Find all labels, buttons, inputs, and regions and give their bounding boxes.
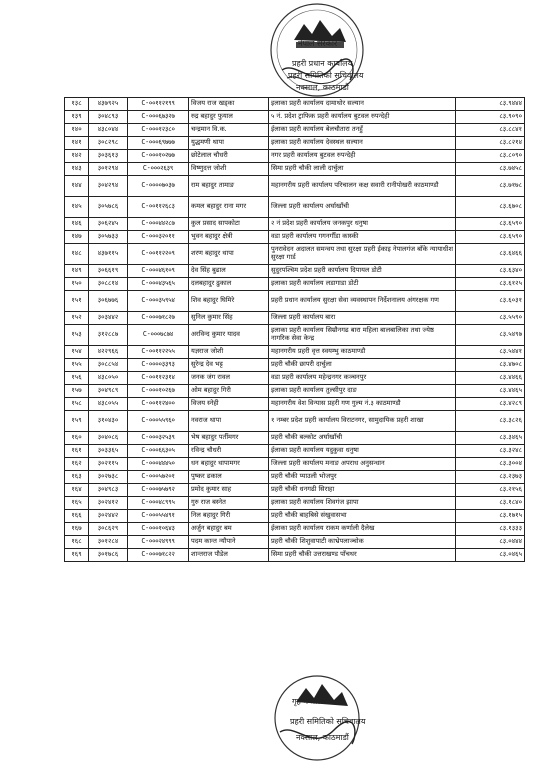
table-row bbox=[65, 510, 525, 523]
candidate-name-cell: भेष बहादुर पर्तीमगर bbox=[189, 432, 269, 445]
score-cell: ८३.१८४० bbox=[456, 497, 525, 510]
office-seal-bottom bbox=[262, 672, 372, 772]
score-cell: ८३.३००४ bbox=[456, 458, 525, 471]
serial-number-cell: १५४ bbox=[65, 346, 89, 359]
serial-number-cell: १४१ bbox=[65, 137, 89, 150]
seal-text-5b: नक्साल, काठमाडौं bbox=[296, 733, 349, 742]
serial-number-cell: १६२ bbox=[65, 458, 89, 471]
table-row bbox=[65, 385, 525, 398]
table-row bbox=[65, 536, 525, 549]
serial-number-cell: १५८ bbox=[65, 398, 89, 411]
score-cell: ८३.६०३१ bbox=[456, 291, 525, 312]
candidate-code-cell: C-००००७०३७ bbox=[128, 176, 189, 197]
table-row bbox=[65, 325, 525, 346]
roll-number-cell: ३०४८९३ bbox=[89, 111, 128, 124]
office-cell: इलाका प्रहरी कार्यालय लडागाडा डोटी bbox=[269, 278, 456, 291]
candidate-name-cell: कमल बहादुर राना मगर bbox=[189, 197, 269, 218]
table-row bbox=[65, 197, 525, 218]
score-cell: ८३.३२४८ bbox=[456, 445, 525, 458]
score-cell: ८३.८२१४ bbox=[456, 137, 525, 150]
serial-number-cell: १४५ bbox=[65, 197, 89, 218]
candidate-code-cell: C-०००६६३०५ bbox=[128, 445, 189, 458]
table-row bbox=[65, 484, 525, 497]
serial-number-cell: १३८ bbox=[65, 98, 89, 111]
table-row bbox=[65, 549, 525, 562]
table-row bbox=[65, 445, 525, 458]
serial-number-cell: १४७ bbox=[65, 231, 89, 244]
score-cell: ८३.०४६५ bbox=[456, 549, 525, 562]
candidate-code-cell: C-०००४३५६५ bbox=[128, 278, 189, 291]
roll-number-cell: ३०५७८६ bbox=[89, 197, 128, 218]
serial-number-cell: १६३ bbox=[65, 471, 89, 484]
candidate-name-cell: पदम कान्त न्यौपाने bbox=[189, 536, 269, 549]
serial-number-cell: १५९ bbox=[65, 411, 89, 432]
office-cell: महानगरीय प्रहरी कार्यालय परिचालन कक्ष सवारी रानीपोखरी काठमाण्डौ bbox=[269, 176, 456, 197]
score-cell: ८३.७१७८ bbox=[456, 176, 525, 197]
candidate-code-cell: C-०००५७२०१ bbox=[128, 471, 189, 484]
candidate-name-cell: युद्धमणी थापा bbox=[189, 137, 269, 150]
office-cell: ईलाका प्रहरी कार्यालय राकम कर्णाली दैलेख bbox=[269, 523, 456, 536]
roll-number-cell: ३०३६१३ bbox=[89, 150, 128, 163]
roll-number-cell: ४३७९२५ bbox=[89, 98, 128, 111]
score-cell: ८३.७४५८ bbox=[456, 163, 525, 176]
roll-number-cell: ३१०४३० bbox=[89, 411, 128, 432]
score-cell: ८३.३८२६ bbox=[456, 411, 525, 432]
candidate-code-cell: C-०००१०२७७ bbox=[128, 150, 189, 163]
roll-number-cell: ४३७११५ bbox=[89, 244, 128, 265]
serial-number-cell: १५७ bbox=[65, 385, 89, 398]
table-row bbox=[65, 312, 525, 325]
table-row bbox=[65, 98, 525, 111]
score-cell: ८३.६५९० bbox=[456, 218, 525, 231]
candidate-code-cell: C-०००७५७९२ bbox=[128, 484, 189, 497]
score-cell: ८३.२१५६ bbox=[456, 484, 525, 497]
score-cell: ८३.९०९० bbox=[456, 111, 525, 124]
roll-number-cell: ३०८८५४ bbox=[89, 359, 128, 372]
serial-number-cell: १६४ bbox=[65, 484, 89, 497]
candidate-code-cell: C-००००३३९३ bbox=[128, 359, 189, 372]
office-cell: जिल्ला प्रहरी कार्यालय अर्घाखाँची bbox=[269, 197, 456, 218]
candidate-name-cell: जनक जंग रावल bbox=[189, 372, 269, 385]
serial-number-cell: १६० bbox=[65, 432, 89, 445]
seal-text-1: नेपाल सरकार bbox=[298, 39, 338, 48]
roll-number-cell: ३०८८१४ bbox=[89, 278, 128, 291]
candidate-code-cell: C-०००७८७४ bbox=[128, 325, 189, 346]
office-cell: ईलाका प्रहरी कार्यालय बेलचौतारा तनहुँ bbox=[269, 124, 456, 137]
roll-number-cell: ३०१२९४ bbox=[89, 163, 128, 176]
candidate-name-cell: प्रमोद कुमार साह bbox=[189, 484, 269, 497]
candidate-code-cell: C-०००१२३८० bbox=[128, 124, 189, 137]
score-cell: ८३.६७०८ bbox=[456, 197, 525, 218]
serial-number-cell: १५५ bbox=[65, 359, 89, 372]
candidate-name-cell: चन्द्रमान वि.क. bbox=[189, 124, 269, 137]
table-row bbox=[65, 265, 525, 278]
roll-number-cell: ३०६६१९ bbox=[89, 265, 128, 278]
office-cell: ५ नं. प्रदेश ट्राफिक प्रहरी कार्यालय बुटवल रुपन्देही bbox=[269, 111, 456, 124]
results-table bbox=[64, 97, 525, 562]
seal-text-3: प्रहरी प्रधान कार्यालय bbox=[292, 59, 353, 68]
serial-number-cell: १४४ bbox=[65, 176, 89, 197]
office-cell: प्रहरी चौकी प्याउली भोजपुर bbox=[269, 471, 456, 484]
roll-number-cell: ३०२४४२ bbox=[89, 510, 128, 523]
table-row bbox=[65, 372, 525, 385]
candidate-name-cell: रविन्द्र चौधरी bbox=[189, 445, 269, 458]
serial-number-cell: १५१ bbox=[65, 291, 89, 312]
table-row bbox=[65, 497, 525, 510]
seal-emblem-icon bbox=[262, 0, 372, 110]
score-cell: ८३.४७०८ bbox=[456, 359, 525, 372]
candidate-name-cell: गुरु राज बस्नेत bbox=[189, 497, 269, 510]
table-row bbox=[65, 231, 525, 244]
serial-number-cell: १५६ bbox=[65, 372, 89, 385]
table-row bbox=[65, 411, 525, 432]
serial-number-cell: १४८ bbox=[65, 244, 89, 265]
roll-number-cell: ३०४९८३ bbox=[89, 484, 128, 497]
candidate-code-cell: C-०००४४४५० bbox=[128, 458, 189, 471]
serial-number-cell: १४० bbox=[65, 124, 89, 137]
table-row bbox=[65, 124, 525, 137]
roll-number-cell: ३०८६२९ bbox=[89, 523, 128, 536]
score-cell: ८३.८०९० bbox=[456, 150, 525, 163]
score-cell: ८३.९४४४ bbox=[456, 98, 525, 111]
candidate-name-cell: निल बहादुर गिरी bbox=[189, 510, 269, 523]
candidate-name-cell: धन बहादुर थापामगर bbox=[189, 458, 269, 471]
serial-number-cell: १४३ bbox=[65, 163, 89, 176]
candidate-code-cell: C-०००५५९६० bbox=[128, 411, 189, 432]
serial-number-cell: १४९ bbox=[65, 265, 89, 278]
office-cell: प्रहरी चौकी छापरी दार्चुला bbox=[269, 359, 456, 372]
roll-number-cell: ३०८२९८ bbox=[89, 137, 128, 150]
candidate-name-cell: पुष्कर ढकाल bbox=[189, 471, 269, 484]
table-row bbox=[65, 523, 525, 536]
office-cell: १ नम्बर प्रदेश प्रहरी कार्यालय विराटनगर, सामुदायिक प्रहरी शाखा bbox=[269, 411, 456, 432]
table-row bbox=[65, 291, 525, 312]
candidate-name-cell: सुरेन्द्र देव भट्ट bbox=[189, 359, 269, 372]
score-cell: ८३.६५९० bbox=[456, 231, 525, 244]
roll-number-cell: ३०६२४५ bbox=[89, 218, 128, 231]
roll-number-cell: ३०४९८९ bbox=[89, 385, 128, 398]
candidate-code-cell: C-००११२६८३ bbox=[128, 197, 189, 218]
candidate-name-cell: भुवन बहादुर क्षेत्री bbox=[189, 231, 269, 244]
table-row bbox=[65, 218, 525, 231]
candidate-code-cell: C-००११२३१४ bbox=[128, 372, 189, 385]
roll-number-cell: ३०२७३८ bbox=[89, 471, 128, 484]
table-row bbox=[65, 137, 525, 150]
office-cell: ईलाका प्रहरी कार्यालय यदुकुवा धनुषा bbox=[269, 445, 456, 458]
roll-number-cell: ४२२९६६ bbox=[89, 346, 128, 359]
candidate-code-cell: C-०००६९७७७ bbox=[128, 137, 189, 150]
serial-number-cell: १६६ bbox=[65, 510, 89, 523]
serial-number-cell: १६१ bbox=[65, 445, 89, 458]
seal-text-2: गृह मन्त्रालय bbox=[292, 697, 328, 706]
roll-number-cell: ३०४२९४ bbox=[89, 176, 128, 197]
candidate-name-cell: शान्तराज पौडेल bbox=[189, 549, 269, 562]
candidate-name-cell: ओम बहादुर गिरी bbox=[189, 385, 269, 398]
candidate-code-cell: C-०००७१८२२ bbox=[128, 549, 189, 562]
table-row bbox=[65, 398, 525, 411]
candidate-name-cell: नवराज थापा bbox=[189, 411, 269, 432]
office-cell: प्रहरी चौकी बाहबिसे संखुवासभा bbox=[269, 510, 456, 523]
table-row bbox=[65, 359, 525, 372]
table-row bbox=[65, 278, 525, 291]
office-cell: इलाका प्रहरी कार्यालय सिम्रौनगढ बारा महिला बालबालिका तथा ज्येष्ठ नागरिक सेवा केन्द्र bbox=[269, 325, 456, 346]
score-cell: ८३.०४४४ bbox=[456, 536, 525, 549]
candidate-code-cell: C-०००१०२६७ bbox=[128, 385, 189, 398]
score-cell: ८३.४२८९ bbox=[456, 398, 525, 411]
candidate-code-cell: C-००११२२०९ bbox=[128, 244, 189, 265]
candidate-code-cell: C-०००१०६४३ bbox=[128, 523, 189, 536]
roll-number-cell: ३०४०८६ bbox=[89, 432, 128, 445]
serial-number-cell: १४२ bbox=[65, 150, 89, 163]
candidate-name-cell: सुनिल कुमार सिंह bbox=[189, 312, 269, 325]
table-row bbox=[65, 458, 525, 471]
serial-number-cell: १५२ bbox=[65, 312, 89, 325]
serial-number-cell: १६७ bbox=[65, 523, 89, 536]
serial-number-cell: १५३ bbox=[65, 325, 89, 346]
score-cell: ८३.५५९० bbox=[456, 312, 525, 325]
candidate-name-cell: यज्ञराज जोशी bbox=[189, 346, 269, 359]
office-cell: इलाका प्रहरी कार्यालय दामाथोर सल्यान bbox=[269, 98, 456, 111]
candidate-name-cell: राम बहादुर तामाङ bbox=[189, 176, 269, 197]
roll-number-cell: ३१२८८७ bbox=[89, 325, 128, 346]
candidate-name-cell: विजय स्नेही bbox=[189, 398, 269, 411]
serial-number-cell: १४६ bbox=[65, 218, 89, 231]
candidate-name-cell: कुल प्रसाद सापकोटा bbox=[189, 218, 269, 231]
seal-text-5: नक्साल, काठमाडौं bbox=[296, 83, 349, 92]
table-row bbox=[65, 111, 525, 124]
serial-number-cell: १५० bbox=[65, 278, 89, 291]
score-cell: ८३.४४६५ bbox=[456, 385, 525, 398]
serial-number-cell: १६९ bbox=[65, 549, 89, 562]
office-cell: जिल्ला प्रहरी कार्यालय मनाङ अपराध अनुसन्धान bbox=[269, 458, 456, 471]
candidate-name-cell: रुद्र बहादुर फुयाल bbox=[189, 111, 269, 124]
score-cell: ८३.३४६५ bbox=[456, 432, 525, 445]
office-cell: सिमा प्रहरी चौकी लाली दार्चुला bbox=[269, 163, 456, 176]
roll-number-cell: ३०३४४२ bbox=[89, 312, 128, 325]
candidate-name-cell: शरण बहादुर थापा bbox=[189, 244, 269, 265]
office-cell: इलाका प्रहरी कार्यालय तुल्सीपुर दाङ bbox=[269, 385, 456, 398]
candidate-code-cell: C-०००३५९५४ bbox=[128, 291, 189, 312]
candidate-name-cell: शिव बहादुर घिमिरे bbox=[189, 291, 269, 312]
score-cell: ८३.६१२५ bbox=[456, 278, 525, 291]
roll-number-cell: ४३८०४४ bbox=[89, 124, 128, 137]
office-seal-top bbox=[262, 0, 372, 110]
candidate-code-cell: C-०००३२५३९ bbox=[128, 432, 189, 445]
candidate-name-cell: दलबहादुर ढुकाल bbox=[189, 278, 269, 291]
score-cell: ८३.१७१५ bbox=[456, 510, 525, 523]
score-cell: ८३.६४६६ bbox=[456, 244, 525, 265]
table-row bbox=[65, 471, 525, 484]
office-cell: सुदुरपश्चिम प्रदेश प्रहरी कार्यालय दिपायल डोटी bbox=[269, 265, 456, 278]
table-row bbox=[65, 163, 525, 176]
candidate-name-cell: अरविन्द कुमार यादव bbox=[189, 325, 269, 346]
candidate-code-cell: C-०००६७३२७ bbox=[128, 111, 189, 124]
serial-number-cell: १६८ bbox=[65, 536, 89, 549]
office-cell: सिमा प्रहरी चौकी उत्तराखण्ड पाँचथर bbox=[269, 549, 456, 562]
office-cell: वडा प्रहरी कार्यालय महेन्द्रनगर कञ्चनपुर bbox=[269, 372, 456, 385]
office-cell: प्रहरी प्रधान कार्यालय सुरक्षा सेवा व्यवस्थापन निर्देशनालय अंगरक्षक गण bbox=[269, 291, 456, 312]
candidate-code-cell: C-०००४४२८७ bbox=[128, 218, 189, 231]
candidate-name-cell: अर्जुन बहादुर बम bbox=[189, 523, 269, 536]
table-row bbox=[65, 432, 525, 445]
candidate-code-cell: C-०००४६१०९ bbox=[128, 265, 189, 278]
roll-number-cell: ३०६७७६ bbox=[89, 291, 128, 312]
roll-number-cell: ३०३३६५ bbox=[89, 445, 128, 458]
score-cell: ८३.४४६६ bbox=[456, 372, 525, 385]
office-cell: वडा प्रहरी कार्यालय गगनगौँडा कास्की bbox=[269, 231, 456, 244]
score-cell: ८३.५४९७ bbox=[456, 325, 525, 346]
office-cell: इलाका प्रहरी कार्यालय देवस्थल सल्यान bbox=[269, 137, 456, 150]
table-row bbox=[65, 176, 525, 197]
results-table-body bbox=[65, 98, 525, 562]
candidate-code-cell: C-००११२१९९ bbox=[128, 98, 189, 111]
roll-number-cell: ३०१२८४ bbox=[89, 536, 128, 549]
office-cell: प्रहरी चौकी धनगढी सिराहा bbox=[269, 484, 456, 497]
table-row bbox=[65, 346, 525, 359]
candidate-name-cell: विजय राज खड्का bbox=[189, 98, 269, 111]
office-cell: पुनरावेदन अदालत समन्वय तथा सुरक्षा प्रहरी ईकाइ नेपालगंज बाँके न्यायाधीश सुरक्षा गार्ड bbox=[269, 244, 456, 265]
score-cell: ८३.८८४१ bbox=[456, 124, 525, 137]
score-cell: ८३.६३४० bbox=[456, 265, 525, 278]
office-cell: महानगरीय प्रहरी वृत्त स्वयम्भु काठमाण्डौ bbox=[269, 346, 456, 359]
candidate-code-cell: C-००११२२५५ bbox=[128, 346, 189, 359]
candidate-name-cell: छोटेलाल चौधरी bbox=[189, 150, 269, 163]
score-cell: ८३.५४४१ bbox=[456, 346, 525, 359]
serial-number-cell: १३९ bbox=[65, 111, 89, 124]
table-row bbox=[65, 150, 525, 163]
seal-text-4: प्रहरी समितिको सचिवालय bbox=[288, 71, 364, 80]
seal-text-4b: प्रहरी समितिको सचिवालय bbox=[290, 717, 366, 726]
serial-number-cell: १६५ bbox=[65, 497, 89, 510]
office-cell: इलाका प्रहरी कार्यालय शिवगंज झापा bbox=[269, 497, 456, 510]
office-cell: २ नं प्रदेश प्रहरी कार्यालय जनकपुर धनुषा bbox=[269, 218, 456, 231]
office-cell: प्रहरी चौकी बल्कोट अर्घाखाँची bbox=[269, 432, 456, 445]
candidate-code-cell: C-००११२४०० bbox=[128, 398, 189, 411]
office-cell: नगर प्रहरी कार्यालय बुटवल रुपन्देही bbox=[269, 150, 456, 163]
roll-number-cell: ४३८०५५ bbox=[89, 398, 128, 411]
candidate-name-cell: विष्णुदत्त जोशी bbox=[189, 163, 269, 176]
roll-number-cell: ३०२४१२ bbox=[89, 497, 128, 510]
score-cell: ८३.१३३३ bbox=[456, 523, 525, 536]
office-cell: जिल्ला प्रहरी कार्यालय बारा bbox=[269, 312, 456, 325]
office-cell: प्रहरी चौकी शिशुवापाटी काभ्रेपलाञ्चोक bbox=[269, 536, 456, 549]
candidate-name-cell: देव सिंह बुढाल bbox=[189, 265, 269, 278]
candidate-code-cell: C-०००७१८२७ bbox=[128, 312, 189, 325]
roll-number-cell: ४३८०५० bbox=[89, 372, 128, 385]
roll-number-cell: ३०२११५ bbox=[89, 458, 128, 471]
candidate-code-cell: C-०००३२०११ bbox=[128, 231, 189, 244]
candidate-code-cell: C-०००२६३९ bbox=[128, 163, 189, 176]
table-row bbox=[65, 244, 525, 265]
candidate-code-cell: C-०००२४९९९ bbox=[128, 536, 189, 549]
candidate-code-cell: C-०००४८९९५ bbox=[128, 497, 189, 510]
roll-number-cell: ३०५७३३ bbox=[89, 231, 128, 244]
office-cell: महानगरीय वेश विन्यास प्रहरी गण गुल्म नं.३ काठमाण्डौ bbox=[269, 398, 456, 411]
roll-number-cell: ३०१७८६ bbox=[89, 549, 128, 562]
score-cell: ८३.२३७३ bbox=[456, 471, 525, 484]
candidate-code-cell: C-०००५५४९१ bbox=[128, 510, 189, 523]
